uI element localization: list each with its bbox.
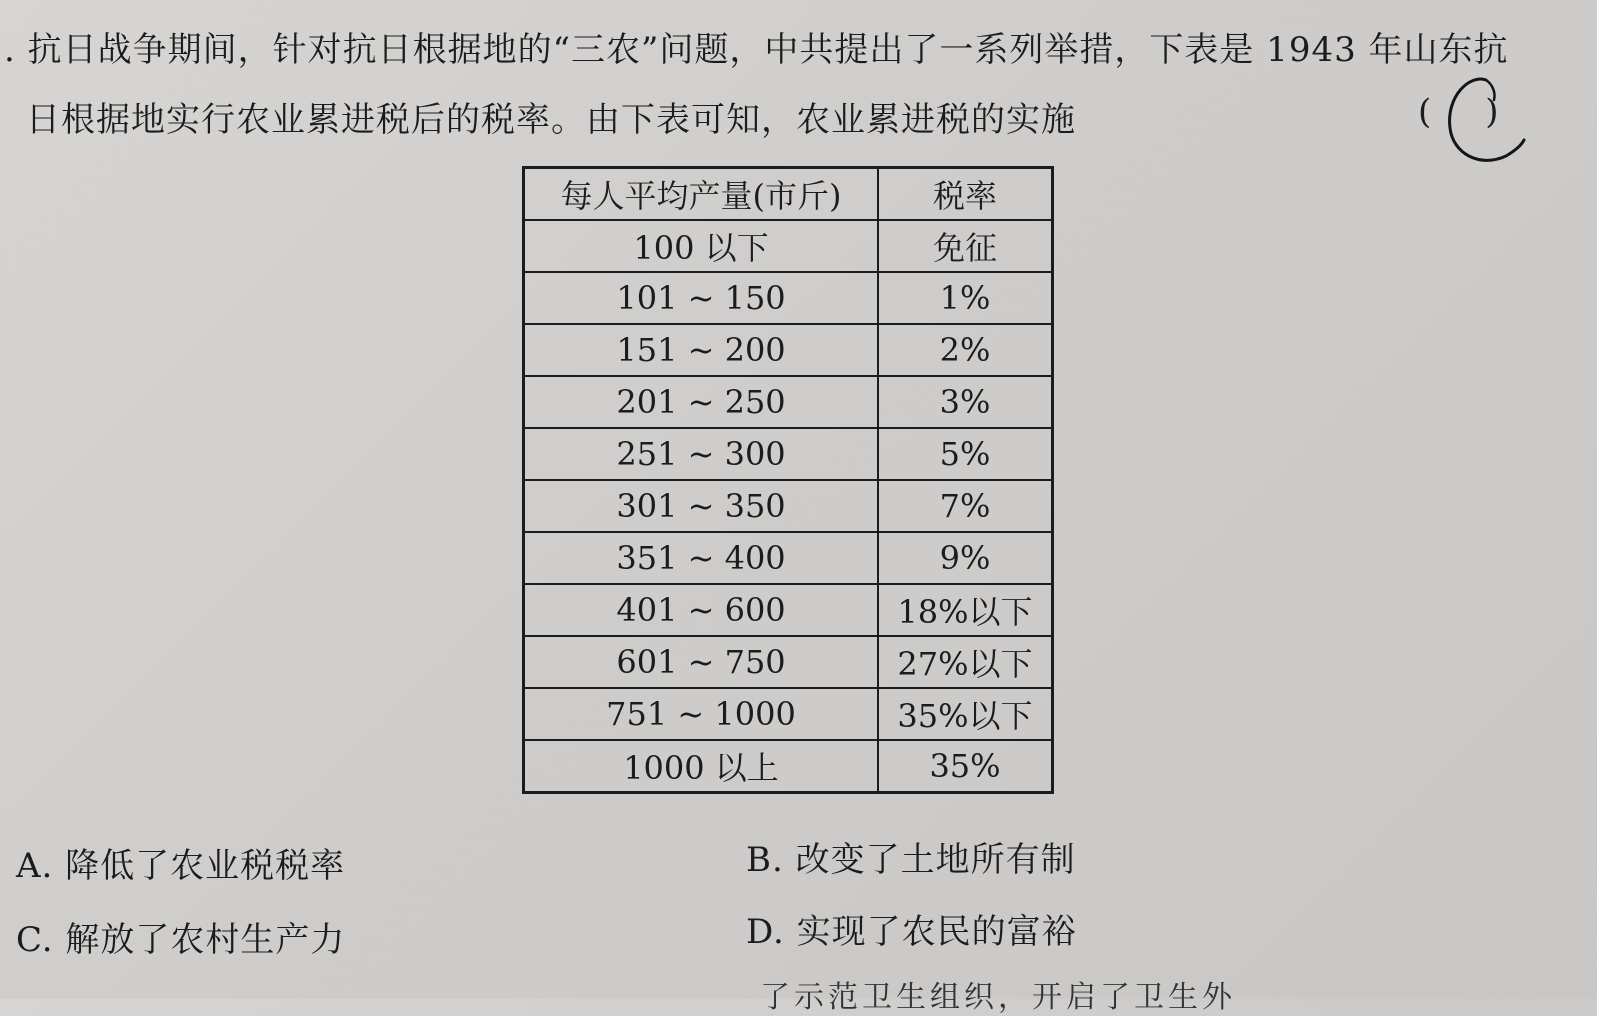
table-row	[524, 740, 1053, 793]
cell-output: 151 ~ 200	[524, 324, 879, 376]
option-c: C. 解放了农村生产力	[16, 920, 346, 960]
cell-rate: 7%	[878, 480, 1053, 532]
table-row	[524, 428, 1053, 480]
cell-rate: 9%	[878, 532, 1053, 584]
table-row	[524, 636, 1053, 688]
cell-rate: 35%以下	[878, 688, 1053, 740]
question-line-1: . 抗日战争期间，针对抗日根据地的“三农”问题，中共提出了一系列举措，下表是 1943 年山东抗	[4, 30, 1509, 70]
cell-rate: 5%	[878, 428, 1053, 480]
answer-paren-open: (	[1418, 92, 1432, 132]
cell-rate: 18%以下	[878, 584, 1053, 636]
cell-rate: 1%	[878, 272, 1053, 324]
handwritten-answer-c	[1440, 70, 1528, 170]
table-row	[524, 272, 1053, 324]
cell-output: 251 ~ 300	[524, 428, 879, 480]
show-through-text	[20, 185, 54, 229]
next-question-cutoff-text: 了示范卫生组织，开启了卫生外	[760, 980, 1236, 1015]
cell-rate: 免征	[878, 220, 1053, 272]
tax-rate-table	[522, 166, 1054, 794]
cell-output: 100 以下	[524, 220, 879, 272]
option-d: D. 实现了农民的富裕	[746, 912, 1077, 952]
cell-output: 351 ~ 400	[524, 532, 879, 584]
cell-output: 101 ~ 150	[524, 272, 879, 324]
header-output-per-person: 每人平均产量(市斤)	[524, 168, 879, 221]
answer-paren-close: )	[1485, 92, 1499, 132]
cell-output: 401 ~ 600	[524, 584, 879, 636]
cell-rate: 27%以下	[878, 636, 1053, 688]
cell-rate: 3%	[878, 376, 1053, 428]
table-row	[524, 376, 1053, 428]
option-a: A. 降低了农业税税率	[16, 846, 346, 886]
cell-rate: 2%	[878, 324, 1053, 376]
cell-output: 301 ~ 350	[524, 480, 879, 532]
question-line-2: 日根据地实行农业累进税后的税率。由下表可知，农业累进税的实施	[26, 100, 1076, 140]
option-b: B. 改变了土地所有制	[746, 840, 1076, 880]
header-tax-rate: 税率	[878, 168, 1053, 221]
cell-output: 751 ~ 1000	[524, 688, 879, 740]
cell-rate: 35%	[878, 740, 1053, 793]
table-row	[524, 220, 1053, 272]
cell-output: 201 ~ 250	[524, 376, 879, 428]
table-row	[524, 584, 1053, 636]
table-header-row	[524, 168, 1053, 221]
cell-output: 1000 以上	[524, 740, 879, 793]
table-row	[524, 688, 1053, 740]
table-row	[524, 324, 1053, 376]
table-row	[524, 532, 1053, 584]
cell-output: 601 ~ 750	[524, 636, 879, 688]
table-row	[524, 480, 1053, 532]
